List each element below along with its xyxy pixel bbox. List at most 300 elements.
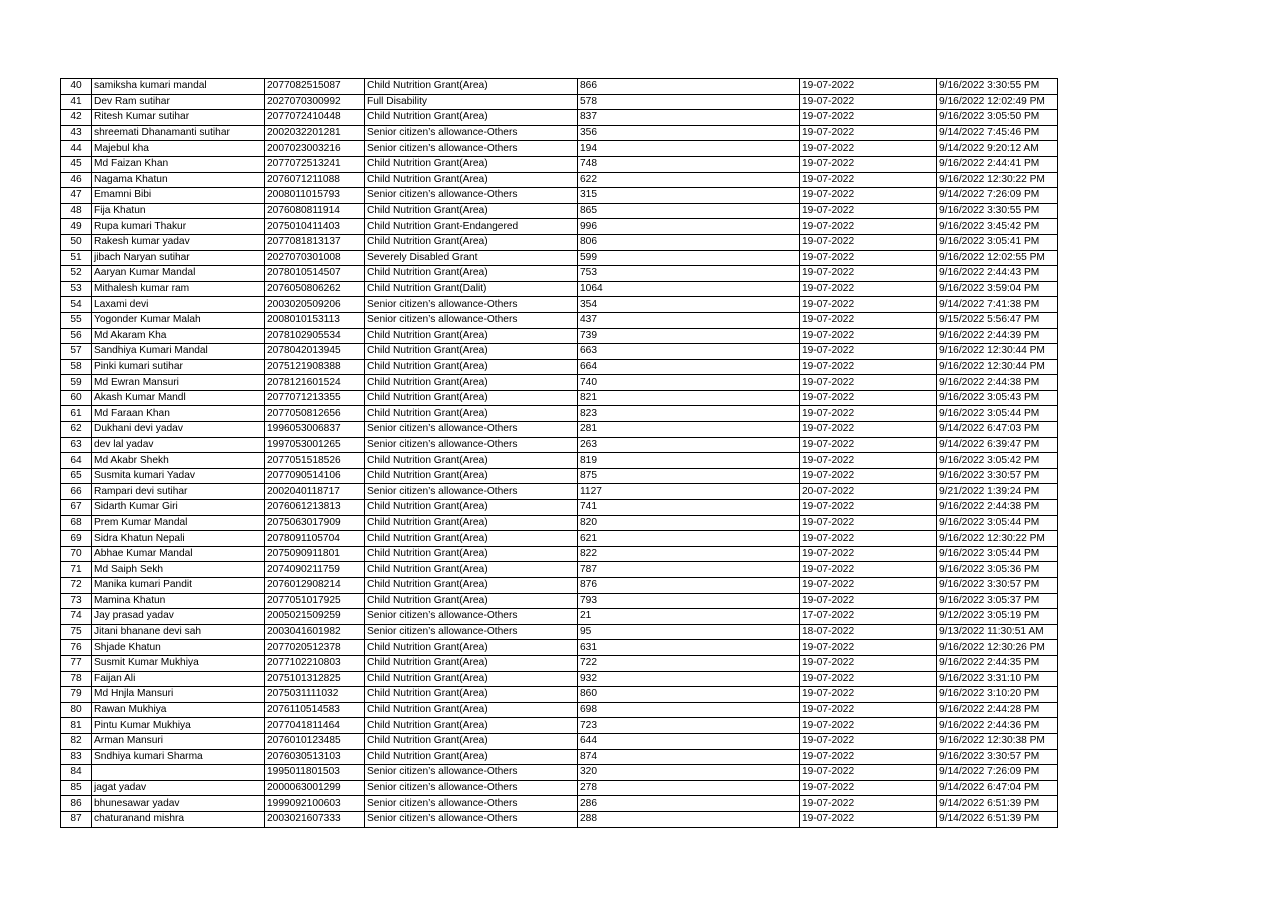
table-row — [61, 578, 1058, 594]
amount-cell: 753 — [578, 266, 800, 282]
table-row — [61, 640, 1058, 656]
beneficiary-id-cell: 2075010411403 — [265, 219, 365, 235]
timestamp-cell: 9/16/2022 3:30:55 PM — [937, 203, 1058, 219]
beneficiary-id-cell: 1997053001265 — [265, 437, 365, 453]
beneficiary-name-cell: Mithalesh kumar ram — [92, 281, 265, 297]
scheme-cell: Severely Disabled Grant — [365, 250, 578, 266]
serial-number-cell: 68 — [61, 515, 92, 531]
table-row — [61, 297, 1058, 313]
beneficiary-name-cell: Mamina Khatun — [92, 593, 265, 609]
beneficiary-name-cell: chaturanand mishra — [92, 811, 265, 827]
scheme-cell: Child Nutrition Grant(Area) — [365, 546, 578, 562]
beneficiary-id-cell: 2075090911801 — [265, 546, 365, 562]
beneficiary-id-cell: 1995011801503 — [265, 765, 365, 781]
timestamp-cell: 9/16/2022 3:30:57 PM — [937, 468, 1058, 484]
table-row — [61, 687, 1058, 703]
serial-number-cell: 82 — [61, 733, 92, 749]
serial-number-cell: 83 — [61, 749, 92, 765]
beneficiary-id-cell: 2008010153113 — [265, 312, 365, 328]
table-row — [61, 546, 1058, 562]
date-cell: 19-07-2022 — [800, 671, 937, 687]
beneficiary-name-cell: jagat yadav — [92, 780, 265, 796]
table-row — [61, 156, 1058, 172]
beneficiary-name-cell: Pinki kumari sutihar — [92, 359, 265, 375]
beneficiary-name-cell: Md Faizan Khan — [92, 156, 265, 172]
table-row — [61, 406, 1058, 422]
beneficiary-name-cell: Akash Kumar Mandl — [92, 390, 265, 406]
timestamp-cell: 9/14/2022 7:26:09 PM — [937, 188, 1058, 204]
date-cell: 19-07-2022 — [800, 188, 937, 204]
beneficiary-name-cell: Md Faraan Khan — [92, 406, 265, 422]
timestamp-cell: 9/16/2022 3:05:37 PM — [937, 593, 1058, 609]
date-cell: 19-07-2022 — [800, 687, 937, 703]
beneficiary-id-cell: 2078091105704 — [265, 531, 365, 547]
amount-cell: 698 — [578, 702, 800, 718]
beneficiary-id-cell: 2075063017909 — [265, 515, 365, 531]
date-cell: 19-07-2022 — [800, 110, 937, 126]
amount-cell: 356 — [578, 125, 800, 141]
amount-cell: 787 — [578, 562, 800, 578]
table-row — [61, 219, 1058, 235]
amount-cell: 722 — [578, 655, 800, 671]
date-cell: 19-07-2022 — [800, 172, 937, 188]
table-row — [61, 453, 1058, 469]
amount-cell: 820 — [578, 515, 800, 531]
scheme-cell: Child Nutrition Grant(Area) — [365, 234, 578, 250]
date-cell: 19-07-2022 — [800, 344, 937, 360]
scheme-cell: Senior citizen’s allowance-Others — [365, 125, 578, 141]
timestamp-cell: 9/14/2022 7:45:46 PM — [937, 125, 1058, 141]
amount-cell: 644 — [578, 733, 800, 749]
table-row — [61, 562, 1058, 578]
scheme-cell: Senior citizen’s allowance-Others — [365, 141, 578, 157]
timestamp-cell: 9/16/2022 3:05:41 PM — [937, 234, 1058, 250]
timestamp-cell: 9/16/2022 12:02:49 PM — [937, 94, 1058, 110]
amount-cell: 822 — [578, 546, 800, 562]
timestamp-cell: 9/16/2022 3:30:57 PM — [937, 578, 1058, 594]
serial-number-cell: 61 — [61, 406, 92, 422]
beneficiary-name-cell: Md Ewran Mansuri — [92, 375, 265, 391]
amount-cell: 865 — [578, 203, 800, 219]
beneficiary-name-cell: Emamni Bibi — [92, 188, 265, 204]
scheme-cell: Senior citizen’s allowance-Others — [365, 297, 578, 313]
beneficiary-name-cell: Rakesh kumar yadav — [92, 234, 265, 250]
beneficiary-id-cell: 2027070301008 — [265, 250, 365, 266]
scheme-cell: Senior citizen’s allowance-Others — [365, 312, 578, 328]
table-row — [61, 468, 1058, 484]
date-cell: 19-07-2022 — [800, 312, 937, 328]
date-cell: 19-07-2022 — [800, 203, 937, 219]
timestamp-cell: 9/16/2022 2:44:38 PM — [937, 375, 1058, 391]
beneficiary-name-cell: Yogonder Kumar Malah — [92, 312, 265, 328]
table-row — [61, 94, 1058, 110]
scheme-cell: Child Nutrition Grant(Area) — [365, 655, 578, 671]
amount-cell: 806 — [578, 234, 800, 250]
date-cell: 18-07-2022 — [800, 624, 937, 640]
beneficiary-id-cell: 2076030513103 — [265, 749, 365, 765]
scheme-cell: Senior citizen’s allowance-Others — [365, 484, 578, 500]
beneficiary-name-cell: Md Saiph Sekh — [92, 562, 265, 578]
beneficiary-name-cell: Jay prasad yadav — [92, 609, 265, 625]
serial-number-cell: 47 — [61, 188, 92, 204]
timestamp-cell: 9/16/2022 2:44:38 PM — [937, 500, 1058, 516]
scheme-cell: Child Nutrition Grant(Area) — [365, 671, 578, 687]
amount-cell: 748 — [578, 156, 800, 172]
table-row — [61, 79, 1058, 95]
serial-number-cell: 64 — [61, 453, 92, 469]
date-cell: 19-07-2022 — [800, 780, 937, 796]
scheme-cell: Child Nutrition Grant(Area) — [365, 79, 578, 95]
scheme-cell: Senior citizen’s allowance-Others — [365, 796, 578, 812]
date-cell: 19-07-2022 — [800, 156, 937, 172]
date-cell: 19-07-2022 — [800, 562, 937, 578]
serial-number-cell: 57 — [61, 344, 92, 360]
serial-number-cell: 41 — [61, 94, 92, 110]
beneficiary-name-cell: Sandhiya Kumari Mandal — [92, 344, 265, 360]
beneficiary-id-cell: 2076050806262 — [265, 281, 365, 297]
serial-number-cell: 78 — [61, 671, 92, 687]
date-cell: 19-07-2022 — [800, 437, 937, 453]
beneficiary-id-cell: 2077071213355 — [265, 390, 365, 406]
scheme-cell: Child Nutrition Grant(Area) — [365, 562, 578, 578]
timestamp-cell: 9/16/2022 2:44:41 PM — [937, 156, 1058, 172]
date-cell: 19-07-2022 — [800, 359, 937, 375]
timestamp-cell: 9/16/2022 2:44:35 PM — [937, 655, 1058, 671]
scheme-cell: Child Nutrition Grant(Area) — [365, 328, 578, 344]
scheme-cell: Child Nutrition Grant(Area) — [365, 702, 578, 718]
timestamp-cell: 9/14/2022 6:51:39 PM — [937, 796, 1058, 812]
serial-number-cell: 60 — [61, 390, 92, 406]
table-row — [61, 718, 1058, 734]
serial-number-cell: 53 — [61, 281, 92, 297]
beneficiary-id-cell: 2076061213813 — [265, 500, 365, 516]
beneficiary-id-cell: 2076012908214 — [265, 578, 365, 594]
date-cell: 17-07-2022 — [800, 609, 937, 625]
scheme-cell: Child Nutrition Grant(Area) — [365, 749, 578, 765]
timestamp-cell: 9/16/2022 2:44:39 PM — [937, 328, 1058, 344]
table-row — [61, 281, 1058, 297]
timestamp-cell: 9/16/2022 12:30:22 PM — [937, 531, 1058, 547]
date-cell: 19-07-2022 — [800, 250, 937, 266]
table-row — [61, 484, 1058, 500]
timestamp-cell: 9/13/2022 11:30:51 AM — [937, 624, 1058, 640]
table-row — [61, 671, 1058, 687]
amount-cell: 621 — [578, 531, 800, 547]
serial-number-cell: 86 — [61, 796, 92, 812]
beneficiary-id-cell: 1999092100603 — [265, 796, 365, 812]
beneficiary-id-cell: 2078010514507 — [265, 266, 365, 282]
table-row — [61, 749, 1058, 765]
serial-number-cell: 79 — [61, 687, 92, 703]
scheme-cell: Full Disability — [365, 94, 578, 110]
serial-number-cell: 75 — [61, 624, 92, 640]
table-row — [61, 811, 1058, 827]
serial-number-cell: 81 — [61, 718, 92, 734]
beneficiary-table — [60, 78, 1058, 828]
table-row — [61, 422, 1058, 438]
date-cell: 19-07-2022 — [800, 718, 937, 734]
scheme-cell: Child Nutrition Grant(Area) — [365, 172, 578, 188]
amount-cell: 663 — [578, 344, 800, 360]
scheme-cell: Child Nutrition Grant(Area) — [365, 406, 578, 422]
date-cell: 19-07-2022 — [800, 453, 937, 469]
amount-cell: 741 — [578, 500, 800, 516]
amount-cell: 1064 — [578, 281, 800, 297]
serial-number-cell: 45 — [61, 156, 92, 172]
beneficiary-name-cell: Susmita kumari Yadav — [92, 468, 265, 484]
beneficiary-name-cell: Sidarth Kumar Giri — [92, 500, 265, 516]
table-row — [61, 437, 1058, 453]
beneficiary-id-cell: 2077072410448 — [265, 110, 365, 126]
beneficiary-id-cell: 2027070300992 — [265, 94, 365, 110]
date-cell: 19-07-2022 — [800, 531, 937, 547]
amount-cell: 286 — [578, 796, 800, 812]
timestamp-cell: 9/12/2022 3:05:19 PM — [937, 609, 1058, 625]
beneficiary-name-cell: Rupa kumari Thakur — [92, 219, 265, 235]
scheme-cell: Senior citizen’s allowance-Others — [365, 780, 578, 796]
beneficiary-id-cell: 2077102210803 — [265, 655, 365, 671]
amount-cell: 21 — [578, 609, 800, 625]
amount-cell: 996 — [578, 219, 800, 235]
timestamp-cell: 9/16/2022 3:31:10 PM — [937, 671, 1058, 687]
timestamp-cell: 9/16/2022 3:05:42 PM — [937, 453, 1058, 469]
beneficiary-id-cell: 2077041811464 — [265, 718, 365, 734]
amount-cell: 821 — [578, 390, 800, 406]
date-cell: 19-07-2022 — [800, 640, 937, 656]
serial-number-cell: 87 — [61, 811, 92, 827]
beneficiary-id-cell: 2077090514106 — [265, 468, 365, 484]
beneficiary-name-cell: Faijan Ali — [92, 671, 265, 687]
beneficiary-name-cell: samiksha kumari mandal — [92, 79, 265, 95]
serial-number-cell: 54 — [61, 297, 92, 313]
beneficiary-id-cell: 2076071211088 — [265, 172, 365, 188]
amount-cell: 354 — [578, 297, 800, 313]
table-row — [61, 250, 1058, 266]
amount-cell: 622 — [578, 172, 800, 188]
scheme-cell: Senior citizen’s allowance-Others — [365, 765, 578, 781]
amount-cell: 740 — [578, 375, 800, 391]
serial-number-cell: 40 — [61, 79, 92, 95]
beneficiary-id-cell: 2077050812656 — [265, 406, 365, 422]
serial-number-cell: 80 — [61, 702, 92, 718]
scheme-cell: Senior citizen’s allowance-Others — [365, 811, 578, 827]
timestamp-cell: 9/15/2022 5:56:47 PM — [937, 312, 1058, 328]
date-cell: 19-07-2022 — [800, 234, 937, 250]
beneficiary-name-cell: Laxami devi — [92, 297, 265, 313]
scheme-cell: Senior citizen’s allowance-Others — [365, 422, 578, 438]
date-cell: 19-07-2022 — [800, 141, 937, 157]
amount-cell: 723 — [578, 718, 800, 734]
beneficiary-name-cell: Manika kumari Pandit — [92, 578, 265, 594]
table-row — [61, 234, 1058, 250]
scheme-cell: Child Nutrition Grant(Area) — [365, 344, 578, 360]
timestamp-cell: 9/16/2022 3:05:44 PM — [937, 406, 1058, 422]
timestamp-cell: 9/16/2022 3:45:42 PM — [937, 219, 1058, 235]
beneficiary-name-cell: Prem Kumar Mandal — [92, 515, 265, 531]
serial-number-cell: 72 — [61, 578, 92, 594]
amount-cell: 875 — [578, 468, 800, 484]
amount-cell: 932 — [578, 671, 800, 687]
beneficiary-name-cell: jibach Naryan sutihar — [92, 250, 265, 266]
table-row — [61, 515, 1058, 531]
amount-cell: 288 — [578, 811, 800, 827]
amount-cell: 664 — [578, 359, 800, 375]
beneficiary-name-cell: Aaryan Kumar Mandal — [92, 266, 265, 282]
serial-number-cell: 63 — [61, 437, 92, 453]
serial-number-cell: 43 — [61, 125, 92, 141]
date-cell: 19-07-2022 — [800, 79, 937, 95]
serial-number-cell: 74 — [61, 609, 92, 625]
beneficiary-id-cell: 2003021607333 — [265, 811, 365, 827]
serial-number-cell: 71 — [61, 562, 92, 578]
timestamp-cell: 9/16/2022 12:30:22 PM — [937, 172, 1058, 188]
timestamp-cell: 9/16/2022 12:30:26 PM — [937, 640, 1058, 656]
scheme-cell: Child Nutrition Grant(Area) — [365, 390, 578, 406]
beneficiary-id-cell: 2078042013945 — [265, 344, 365, 360]
beneficiary-id-cell: 2077051518526 — [265, 453, 365, 469]
amount-cell: 823 — [578, 406, 800, 422]
scheme-cell: Senior citizen’s allowance-Others — [365, 437, 578, 453]
timestamp-cell: 9/21/2022 1:39:24 PM — [937, 484, 1058, 500]
table-row — [61, 655, 1058, 671]
beneficiary-name-cell: Majebul kha — [92, 141, 265, 157]
scheme-cell: Child Nutrition Grant-Endangered — [365, 219, 578, 235]
amount-cell: 281 — [578, 422, 800, 438]
table-row — [61, 500, 1058, 516]
scheme-cell: Child Nutrition Grant(Dalit) — [365, 281, 578, 297]
date-cell: 20-07-2022 — [800, 484, 937, 500]
serial-number-cell: 76 — [61, 640, 92, 656]
amount-cell: 874 — [578, 749, 800, 765]
beneficiary-id-cell: 2002032201281 — [265, 125, 365, 141]
serial-number-cell: 66 — [61, 484, 92, 500]
amount-cell: 320 — [578, 765, 800, 781]
beneficiary-name-cell — [92, 765, 265, 781]
table-row — [61, 593, 1058, 609]
table-row — [61, 733, 1058, 749]
date-cell: 19-07-2022 — [800, 733, 937, 749]
amount-cell: 739 — [578, 328, 800, 344]
table-row — [61, 531, 1058, 547]
amount-cell: 315 — [578, 188, 800, 204]
amount-cell: 793 — [578, 593, 800, 609]
date-cell: 19-07-2022 — [800, 702, 937, 718]
beneficiary-name-cell: Dukhani devi yadav — [92, 422, 265, 438]
scheme-cell: Child Nutrition Grant(Area) — [365, 640, 578, 656]
amount-cell: 837 — [578, 110, 800, 126]
beneficiary-name-cell: bhunesawar yadav — [92, 796, 265, 812]
amount-cell: 278 — [578, 780, 800, 796]
table-row — [61, 266, 1058, 282]
beneficiary-name-cell: Arman Mansuri — [92, 733, 265, 749]
date-cell: 19-07-2022 — [800, 328, 937, 344]
serial-number-cell: 77 — [61, 655, 92, 671]
timestamp-cell: 9/16/2022 3:59:04 PM — [937, 281, 1058, 297]
amount-cell: 876 — [578, 578, 800, 594]
timestamp-cell: 9/16/2022 3:30:55 PM — [937, 79, 1058, 95]
scheme-cell: Child Nutrition Grant(Area) — [365, 718, 578, 734]
amount-cell: 95 — [578, 624, 800, 640]
scheme-cell: Child Nutrition Grant(Area) — [365, 156, 578, 172]
beneficiary-id-cell: 2003020509206 — [265, 297, 365, 313]
timestamp-cell: 9/16/2022 12:30:44 PM — [937, 344, 1058, 360]
beneficiary-id-cell: 2077072513241 — [265, 156, 365, 172]
table-row — [61, 609, 1058, 625]
timestamp-cell: 9/16/2022 3:05:43 PM — [937, 390, 1058, 406]
serial-number-cell: 85 — [61, 780, 92, 796]
serial-number-cell: 50 — [61, 234, 92, 250]
date-cell: 19-07-2022 — [800, 375, 937, 391]
amount-cell: 1127 — [578, 484, 800, 500]
timestamp-cell: 9/16/2022 3:05:50 PM — [937, 110, 1058, 126]
amount-cell: 860 — [578, 687, 800, 703]
timestamp-cell: 9/16/2022 2:44:28 PM — [937, 702, 1058, 718]
beneficiary-name-cell: Md Akaram Kha — [92, 328, 265, 344]
serial-number-cell: 69 — [61, 531, 92, 547]
table-row — [61, 125, 1058, 141]
date-cell: 19-07-2022 — [800, 749, 937, 765]
date-cell: 19-07-2022 — [800, 468, 937, 484]
scheme-cell: Senior citizen’s allowance-Others — [365, 609, 578, 625]
date-cell: 19-07-2022 — [800, 515, 937, 531]
beneficiary-name-cell: Sndhiya kumari Sharma — [92, 749, 265, 765]
serial-number-cell: 56 — [61, 328, 92, 344]
beneficiary-id-cell: 2076080811914 — [265, 203, 365, 219]
scheme-cell: Senior citizen’s allowance-Others — [365, 188, 578, 204]
beneficiary-id-cell: 2077082515087 — [265, 79, 365, 95]
serial-number-cell: 51 — [61, 250, 92, 266]
beneficiary-id-cell: 1996053006837 — [265, 422, 365, 438]
table-body — [61, 79, 1058, 828]
beneficiary-id-cell: 2000063001299 — [265, 780, 365, 796]
beneficiary-id-cell: 2075101312825 — [265, 671, 365, 687]
date-cell: 19-07-2022 — [800, 655, 937, 671]
date-cell: 19-07-2022 — [800, 546, 937, 562]
serial-number-cell: 62 — [61, 422, 92, 438]
timestamp-cell: 9/16/2022 3:10:20 PM — [937, 687, 1058, 703]
date-cell: 19-07-2022 — [800, 578, 937, 594]
scheme-cell: Child Nutrition Grant(Area) — [365, 375, 578, 391]
scheme-cell: Child Nutrition Grant(Area) — [365, 453, 578, 469]
beneficiary-name-cell: Ritesh Kumar sutihar — [92, 110, 265, 126]
beneficiary-name-cell: Nagama Khatun — [92, 172, 265, 188]
timestamp-cell: 9/14/2022 7:41:38 PM — [937, 297, 1058, 313]
beneficiary-id-cell: 2078121601524 — [265, 375, 365, 391]
table-row — [61, 312, 1058, 328]
table-row — [61, 328, 1058, 344]
beneficiary-id-cell: 2002040118717 — [265, 484, 365, 500]
scheme-cell: Child Nutrition Grant(Area) — [365, 593, 578, 609]
scheme-cell: Child Nutrition Grant(Area) — [365, 531, 578, 547]
beneficiary-id-cell: 2005021509259 — [265, 609, 365, 625]
beneficiary-name-cell: Fija Khatun — [92, 203, 265, 219]
scheme-cell: Child Nutrition Grant(Area) — [365, 687, 578, 703]
beneficiary-name-cell: Abhae Kumar Mandal — [92, 546, 265, 562]
table-row — [61, 624, 1058, 640]
beneficiary-id-cell: 2076010123485 — [265, 733, 365, 749]
serial-number-cell: 67 — [61, 500, 92, 516]
amount-cell: 578 — [578, 94, 800, 110]
date-cell: 19-07-2022 — [800, 796, 937, 812]
table-row — [61, 765, 1058, 781]
date-cell: 19-07-2022 — [800, 281, 937, 297]
beneficiary-name-cell: Susmit Kumar Mukhiya — [92, 655, 265, 671]
beneficiary-name-cell: Sidra Khatun Nepali — [92, 531, 265, 547]
amount-cell: 599 — [578, 250, 800, 266]
serial-number-cell: 59 — [61, 375, 92, 391]
date-cell: 19-07-2022 — [800, 593, 937, 609]
timestamp-cell: 9/16/2022 2:44:43 PM — [937, 266, 1058, 282]
